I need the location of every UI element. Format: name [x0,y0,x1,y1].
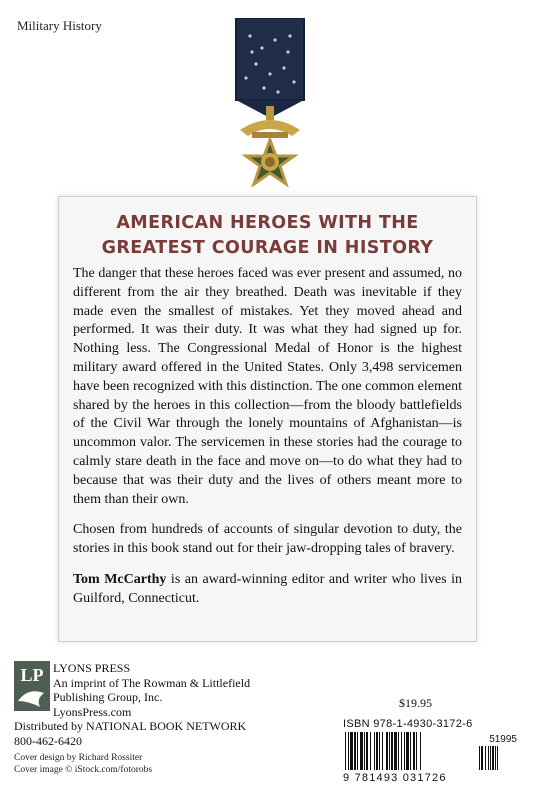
imprint-line-2: Publishing Group, Inc. [53,690,163,704]
price-code: 51995 [489,734,517,745]
headline [59,211,476,261]
barcode-number: 9 781493 031726 [343,772,447,784]
distribution-info [14,719,246,748]
author-bio: is an award-winning editor and writer who lives in Guilford, Connecticut. [73,571,462,606]
cover-credits [14,752,152,776]
barcode-block [341,716,519,784]
price-label: $19.95 [399,696,432,710]
publisher-name: LYONS PRESS [53,661,131,675]
phone-number: 800-462-6420 [14,733,82,748]
logo-letters: LP [20,665,44,685]
imprint-line-1: An imprint of The Rowman & Littlefield [53,675,251,690]
headline-line-2: GREATEST COURAGE IN HISTORY [101,238,434,258]
description-panel [58,196,477,642]
publisher-info [53,661,250,719]
cover-image-credit: Cover image © iStock.com/fotorobs [14,765,153,775]
distributor: Distributed by NATIONAL BOOK NETWORK [14,719,247,733]
barcode-icon [341,732,519,772]
category-label: Military History [17,18,102,33]
headline-line-1: AMERICAN HEROES WITH THE [116,213,419,233]
description-body [73,265,462,621]
author-paragraph [73,571,462,609]
author-name: Tom McCarthy [73,571,167,587]
description-paragraph-2: Chosen from hundreds of accounts of singular devotion to duty, the stories in this book stand out for their jaw-dropping tales of bravery. [73,522,462,557]
description-paragraph-1: The danger that these heroes faced was ever present and assumed, no different from the air they breathed. Death was inevitable if they made even the smallest of mistakes. Yet they moved ahead and performed. It was their duty. It was what they had signed up for. Nothing less. The Congressional Medal of Honor is the highest military award offered in the United States. Only 3,498 servicemen have been recognized with this distinction. The one common element shared by the heroes in this collection—from the bloody battlefields of the Civil War through the lonely mountains of Afghanistan—is uncommon valor. The servicemen in these stories had the courage to calmly stare death in the face and move on—to do what they had to because that was their duty and the lives of others meant more to them than their own. [73,266,462,507]
lyons-press-logo-icon [14,661,50,711]
cover-design-credit: Cover design by Richard Rossiter [14,753,143,763]
isbn-label: ISBN 978-1-4930-3172-6 [343,718,473,730]
medal-of-honor-icon [220,18,320,198]
publisher-website[interactable]: LyonsPress.com [53,704,132,719]
